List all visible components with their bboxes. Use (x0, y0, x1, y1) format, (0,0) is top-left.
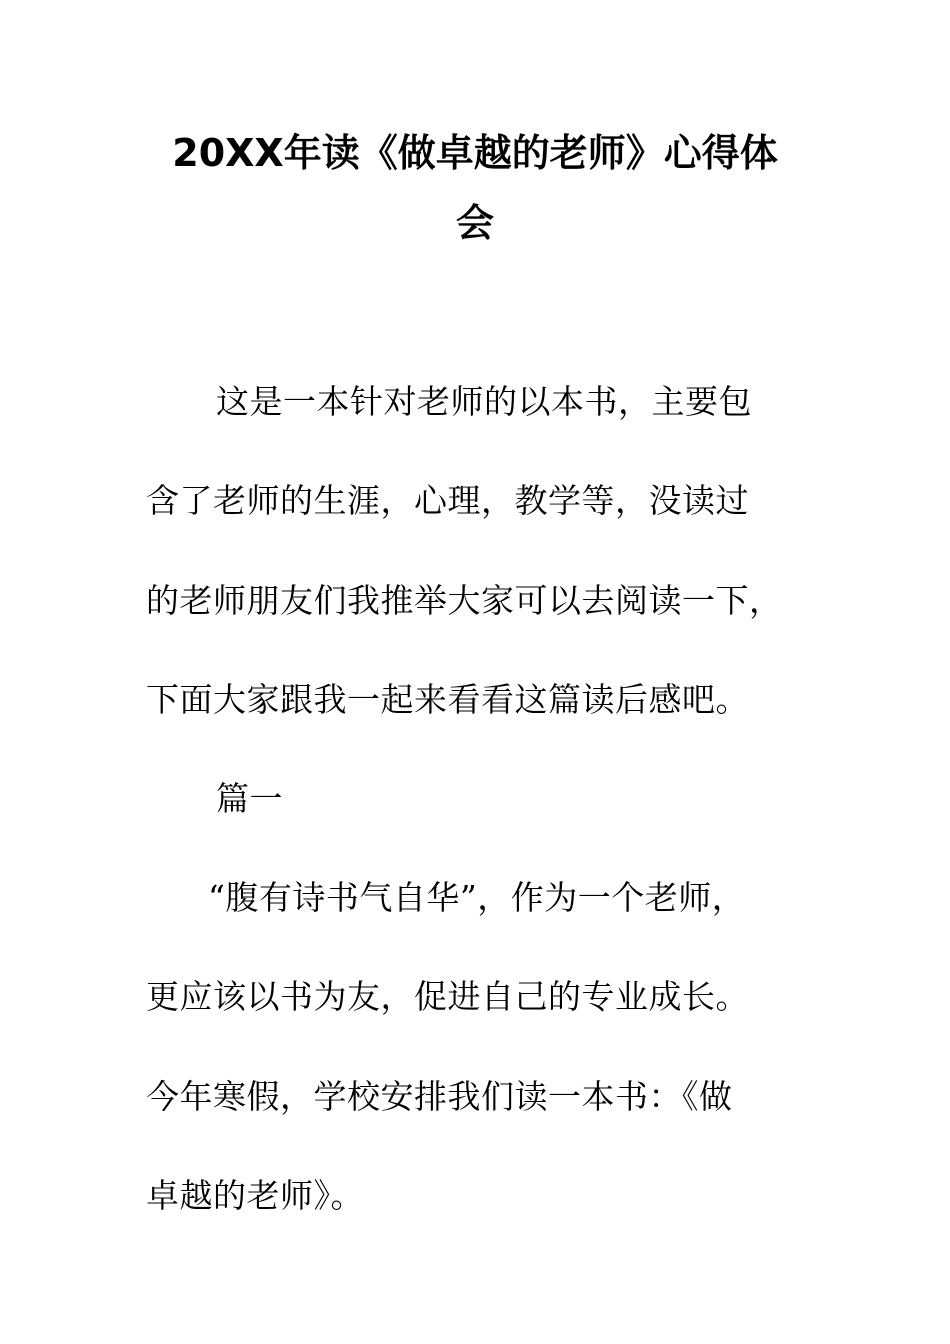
document-title-line-2: 会 (455, 201, 494, 245)
section-heading: 篇一 (216, 779, 283, 818)
paragraph-1-line-4: 下面大家跟我一起来看看这篇读后感吧。 (146, 680, 749, 719)
document-title-line-1: 20XX年读《做卓越的老师》心得体 (172, 131, 778, 175)
paragraph-2-line-4: 卓越的老师》。 (146, 1176, 364, 1215)
paragraph-2-line-3: 今年寒假，学校安排我们读一本书：《做 (146, 1077, 733, 1116)
paragraph-2-line-1: “腹有诗书气自华”，作为一个老师， (208, 878, 746, 917)
paragraph-1-line-3: 的老师朋友们我推举大家可以去阅读一下， (146, 581, 783, 620)
paragraph-1-line-1: 这是一本针对老师的以本书，主要包 (216, 382, 752, 421)
paragraph-1-line-2: 含了老师的生涯，心理，教学等，没读过 (146, 481, 749, 520)
paragraph-2-line-2: 更应该以书为友，促进自己的专业成长。 (146, 977, 749, 1016)
